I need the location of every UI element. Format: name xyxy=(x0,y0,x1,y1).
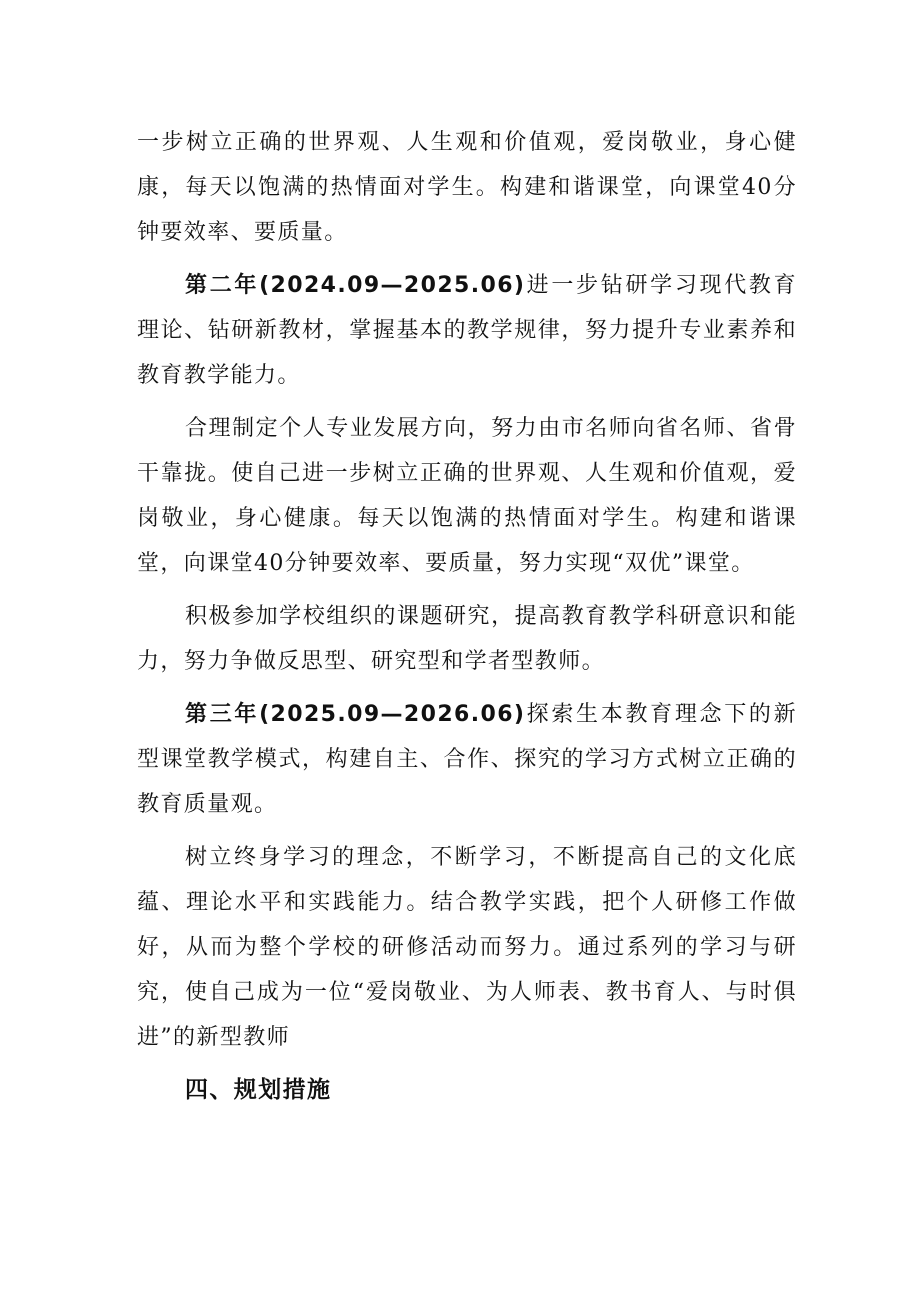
paragraph-research: 积极参加学校组织的课题研究，提高教育教学科研意识和能力，努力争做反思型、研究型和学者型教师。 xyxy=(137,604,797,674)
section-heading: 四、规划措施 xyxy=(185,1077,332,1103)
year-three-text: 探索生本教育理念下的新型课堂教学模式，构建自主、合作、探究的学习方式树立正确的教育质量观。 xyxy=(137,702,797,817)
paragraph-year-three xyxy=(137,692,797,827)
paragraph-year-two xyxy=(137,263,797,398)
document-body xyxy=(137,120,797,1121)
year-three-label: 第三年(2025.09—2026.06) xyxy=(185,702,526,727)
year-two-label: 第二年(2024.09—2025.06) xyxy=(185,273,526,298)
year-two-text: 进一步钻研学习现代教育理论、钻研新教材，掌握基本的教学规律，努力提升专业素养和教育教学能力。 xyxy=(137,273,797,388)
paragraph-lifelong-learning: 树立终身学习的理念，不断学习，不断提高自己的文化底蕴、理论水平和实践能力。结合教学实践，把个人研修工作做好，从而为整个学校的研修活动而努力。通过系列的学习与研究，使自己成为一位“爱岗敬业、为人师表、教书育人、与时俱进”的新型教师 xyxy=(137,845,797,1050)
paragraph-continuation: 一步树立正确的世界观、人生观和价值观，爱岗敬业，身心健康，每天以饱满的热情面对学生。构建和谐课堂，向课堂40分钟要效率、要质量。 xyxy=(137,130,797,245)
paragraph-development-direction: 合理制定个人专业发展方向，努力由市名师向省名师、省骨干靠拢。使自己进一步树立正确的世界观、人生观和价值观，爱岗敬业，身心健康。每天以饱满的热情面对学生。构建和谐课堂，向课堂40分钟要效率、要质量，努力实现“双优”课堂。 xyxy=(137,416,797,576)
